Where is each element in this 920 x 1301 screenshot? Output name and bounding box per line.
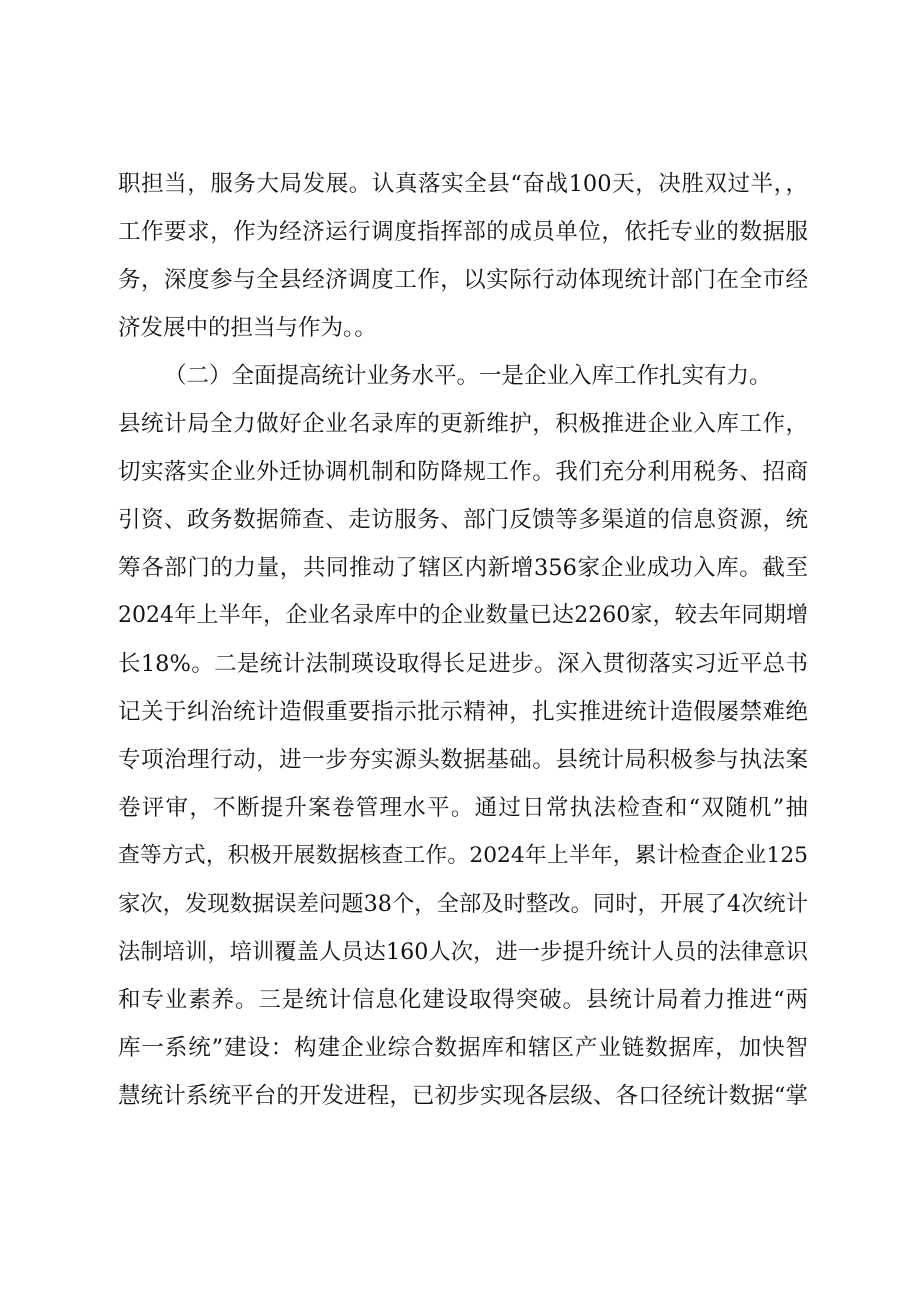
- text-line-19: 库一系统”建设：构建企业综合数据库和辖区产业链数据库，加快智: [118, 1035, 808, 1061]
- text-line-17: 法制培训，培训覆盖人员达160人次，进一步提升统计人员的法律意识: [118, 939, 808, 965]
- text-line-11: 长18%。二是统计法制瑛设取得长足进步。深入贯彻落实习近平总书: [118, 651, 808, 677]
- text-line-8: 引资、政务数据筛查、走访服务、部门反馈等多渠道的信息资源，统: [118, 507, 808, 533]
- text-line-2: 工作要求，作为经济运行调度指挥部的成员单位，依托专业的数据服: [118, 219, 808, 245]
- text-line-15: 查等方式，积极开展数据核查工作。2024年上半年，累计检查企业125: [118, 843, 808, 868]
- text-line-12: 记关于纠治统计造假重要指示批示精神，扎实推进统计造假屡禁难绝: [118, 699, 808, 725]
- text-line-10: 2024年上半年，企业名录库中的企业数量已达2260家，较去年同期增: [118, 603, 808, 628]
- text-line-20: 慧统计系统平台的开发进程，已初步实现各层级、各口径统计数据“掌: [118, 1083, 808, 1109]
- text-line-13: 专项治理行动，进一步夯实源头数据基础。县统计局积极参与执法案: [118, 747, 808, 773]
- text-line-9: 筹各部门的力量，共同推动了辖区内新增356家企业成功入库。截至: [118, 555, 808, 581]
- text-line-16: 家次，发现数据误差问题38个，全部及时整改。同时，开展了4次统计: [118, 891, 808, 917]
- section-heading-2: （二）全面提高统计业务水平。一是企业入库工作扎实有力。: [164, 363, 772, 389]
- text-line-1: 职担当，服务大局发展。认真落实全县“奋战100天，决胜双过半，，: [118, 171, 808, 197]
- text-line-14: 卷评审，不断提升案卷管理水平。通过日常执法检查和“双随机”抽: [118, 795, 808, 821]
- text-line-3: 务，深度参与全县经济调度工作，以实际行动体现统计部门在全市经: [118, 267, 808, 293]
- text-line-7: 切实落实企业外迁协调机制和防降规工作。我们充分利用税务、招商: [118, 459, 808, 485]
- text-line-18: 和专业素养。三是统计信息化建设取得突破。县统计局着力推进“两: [118, 987, 808, 1013]
- text-line-4: 济发展中的担当与作为。。: [118, 315, 377, 341]
- text-line-6: 县统计局全力做好企业名录库的更新维护，积极推进企业入库工作，: [118, 411, 808, 437]
